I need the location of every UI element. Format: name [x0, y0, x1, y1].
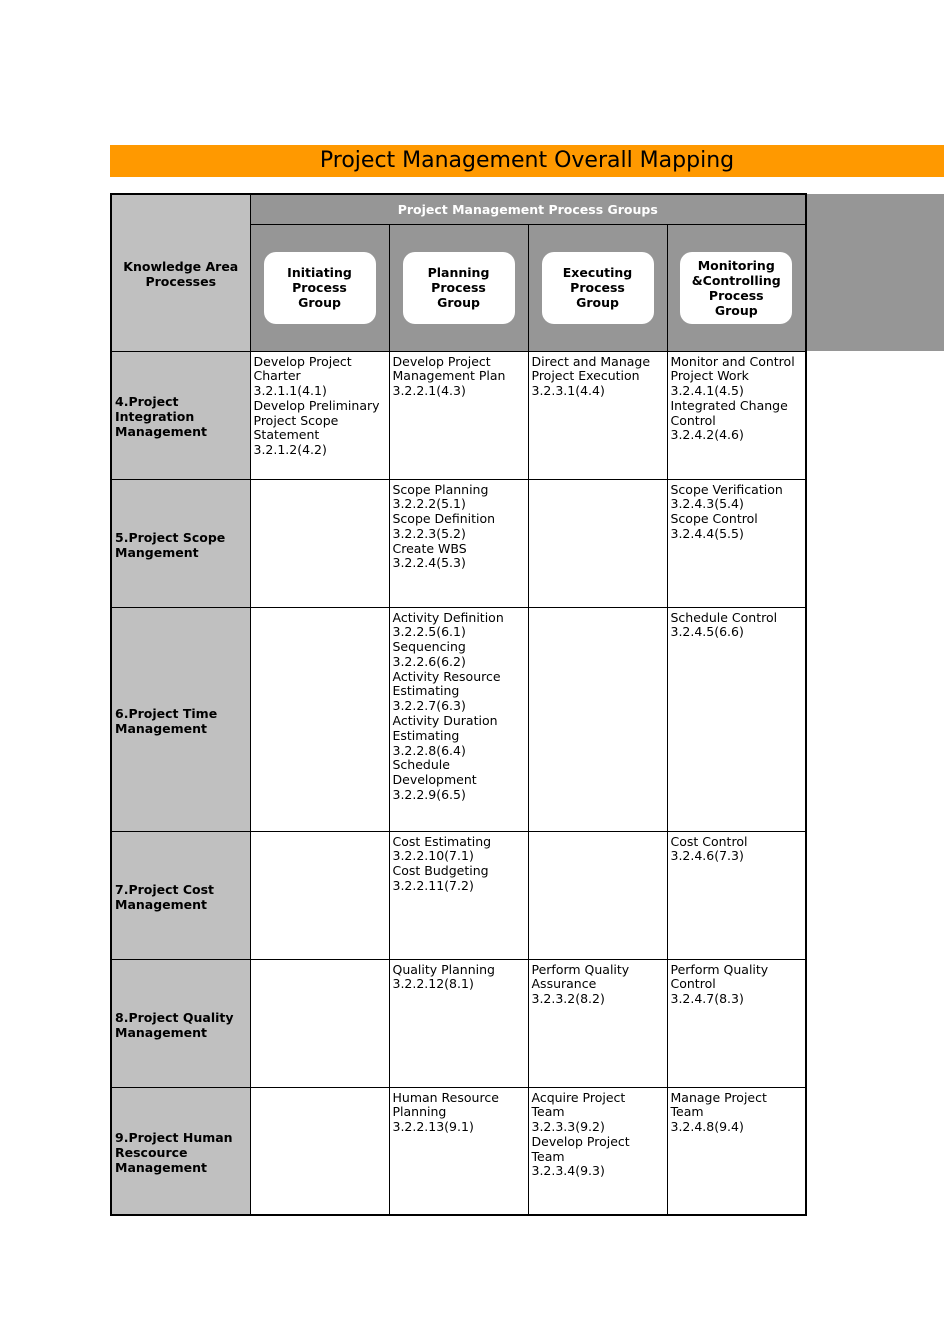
knowledge-area-label: 5.Project Scope Mangement: [111, 479, 250, 607]
process-line: Control: [670, 412, 716, 428]
process-group-cell-executing: [528, 224, 667, 351]
process-group-label: &Controlling: [691, 272, 781, 288]
process-line: Direct and Manage: [531, 353, 651, 369]
process-cell-initiating: [250, 479, 389, 607]
process-line: Charter: [253, 368, 301, 384]
process-line: Quality Planning: [392, 961, 495, 977]
process-line: 3.2.2.2(5.1): [392, 496, 466, 512]
process-line: 3.2.3.1(4.4): [531, 383, 605, 399]
process-line: Planning: [392, 1104, 447, 1120]
process-line: Monitor and Control: [670, 353, 795, 369]
process-group-label: Group: [576, 295, 619, 310]
process-line: Team: [531, 1148, 565, 1164]
process-line: Perform Quality: [531, 961, 630, 977]
process-line: 3.2.2.3(5.2): [392, 525, 466, 541]
process-cell-initiating: [250, 607, 389, 831]
knowledge-area-label: 6.Project Time Management: [111, 607, 250, 831]
process-cell-initiating: [250, 351, 389, 479]
process-line: Cost Budgeting: [392, 863, 489, 879]
table-row: [111, 959, 806, 1087]
process-line: Scope Control: [670, 511, 758, 527]
process-cell-executing: [528, 959, 667, 1087]
process-cell-executing: [528, 479, 667, 607]
process-group-cell-planning: [389, 224, 528, 351]
header-extension-band: [805, 194, 944, 351]
process-group-label: Planning: [427, 265, 490, 280]
process-line: 3.2.2.13(9.1): [392, 1119, 474, 1135]
process-group-label: Process: [570, 280, 625, 295]
process-group-initiating: [264, 252, 376, 324]
table-row: [111, 831, 806, 959]
process-group-cell-initiating: [250, 224, 389, 351]
process-cell-planning: [389, 831, 528, 959]
process-group-label: Executing: [562, 265, 633, 280]
process-cell-executing: [528, 831, 667, 959]
process-cell-initiating: [250, 831, 389, 959]
knowledge-area-label: 9.Project Human Rescource Management: [111, 1087, 250, 1215]
process-group-label: Process: [431, 280, 486, 295]
knowledge-area-header: Knowledge Area Processes: [111, 194, 250, 351]
process-line: 3.2.2.11(7.2): [392, 877, 474, 893]
process-line: 3.2.3.3(9.2): [531, 1119, 605, 1135]
process-line: Estimating: [392, 683, 460, 699]
process-cell-monitoring-controlling: [667, 959, 806, 1087]
process-line: Scope Verification: [670, 481, 783, 497]
process-line: Assurance: [531, 976, 597, 992]
process-line: 3.2.4.6(7.3): [670, 848, 744, 864]
process-group-cell-monitoring-controlling: [667, 224, 806, 351]
process-line: 3.2.2.7(6.3): [392, 698, 466, 714]
process-line: 3.2.2.10(7.1): [392, 848, 474, 864]
process-group-executing: [542, 252, 654, 324]
process-line: Human Resource: [392, 1089, 499, 1105]
mapping-table: [110, 193, 807, 1216]
process-line: Team: [531, 1104, 565, 1120]
process-line: 3.2.4.8(9.4): [670, 1119, 744, 1135]
process-line: Develop Project: [531, 1133, 630, 1149]
process-line: Develop Project: [392, 353, 491, 369]
process-cell-planning: [389, 959, 528, 1087]
process-line: Project Execution: [531, 368, 640, 384]
process-line: 3.2.4.2(4.6): [670, 427, 744, 443]
process-group-label: Initiating: [287, 265, 352, 280]
process-cell-monitoring-controlling: [667, 1087, 806, 1215]
process-line: 3.2.4.5(6.6): [670, 624, 744, 640]
table-row: [111, 607, 806, 831]
process-line: 3.2.3.2(8.2): [531, 991, 605, 1007]
process-line: Manage Project: [670, 1089, 767, 1105]
table-row: [111, 351, 806, 479]
process-line: Cost Estimating: [392, 833, 492, 849]
process-cell-planning: [389, 607, 528, 831]
process-line: 3.2.2.1(4.3): [392, 383, 466, 399]
process-cell-monitoring-controlling: [667, 607, 806, 831]
process-line: Development: [392, 772, 477, 788]
process-group-label: Process: [708, 287, 764, 303]
process-cell-executing: [528, 607, 667, 831]
process-groups-header: Project Management Process Groups: [250, 194, 806, 224]
process-line: Schedule: [392, 757, 450, 773]
process-line: 3.2.2.9(6.5): [392, 787, 466, 803]
process-line: Activity Duration: [392, 713, 498, 729]
process-line: Management Plan: [392, 368, 506, 384]
process-line: Scope Planning: [392, 481, 489, 497]
process-line: Activity Resource: [392, 668, 501, 684]
process-group-planning: [403, 252, 515, 324]
process-line: Develop Preliminary: [253, 397, 380, 413]
process-line: 3.2.1.2(4.2): [253, 442, 327, 458]
process-line: Perform Quality: [670, 961, 769, 977]
knowledge-area-label: 4.Project Integration Management: [111, 351, 250, 479]
process-line: 3.2.2.4(5.3): [392, 555, 466, 571]
process-line: 3.2.3.4(9.3): [531, 1163, 605, 1179]
process-cell-executing: [528, 351, 667, 479]
process-group-label: Monitoring: [697, 257, 775, 273]
process-cell-initiating: [250, 1087, 389, 1215]
process-line: 3.2.2.5(6.1): [392, 624, 466, 640]
process-cell-monitoring-controlling: [667, 351, 806, 479]
knowledge-area-label: 7.Project Cost Management: [111, 831, 250, 959]
process-line: Activity Definition: [392, 609, 504, 625]
page-title: Project Management Overall Mapping: [110, 145, 944, 177]
process-line: Integrated Change: [670, 397, 788, 413]
process-cell-planning: [389, 479, 528, 607]
process-line: 3.2.2.6(6.2): [392, 653, 466, 669]
process-line: Cost Control: [670, 833, 748, 849]
process-line: 3.2.4.7(8.3): [670, 991, 744, 1007]
process-line: Sequencing: [392, 639, 466, 655]
process-line: 3.2.4.1(4.5): [670, 383, 744, 399]
process-group-label: Group: [298, 295, 341, 310]
process-line: Estimating: [392, 727, 460, 743]
process-line: Team: [670, 1104, 704, 1120]
process-line: 3.2.2.8(6.4): [392, 742, 466, 758]
process-cell-planning: [389, 351, 528, 479]
process-cell-monitoring-controlling: [667, 831, 806, 959]
process-line: Project Work: [670, 368, 749, 384]
process-group-label: Process: [292, 280, 347, 295]
process-line: Create WBS: [392, 540, 467, 556]
process-line: Scope Definition: [392, 511, 496, 527]
process-cell-planning: [389, 1087, 528, 1215]
process-line: Acquire Project: [531, 1089, 626, 1105]
process-line: 3.2.1.1(4.1): [253, 383, 327, 399]
knowledge-area-label: 8.Project Quality Management: [111, 959, 250, 1087]
table-row: [111, 479, 806, 607]
table-row: [111, 1087, 806, 1215]
process-cell-monitoring-controlling: [667, 479, 806, 607]
process-cell-initiating: [250, 959, 389, 1087]
process-line: Control: [670, 976, 716, 992]
process-line: 3.2.4.3(5.4): [670, 496, 744, 512]
process-group-monitoring-controlling: [680, 252, 792, 324]
process-line: Statement: [253, 427, 320, 443]
process-cell-executing: [528, 1087, 667, 1215]
process-line: Develop Project: [253, 353, 352, 369]
process-line: Schedule Control: [670, 609, 778, 625]
process-line: Project Scope: [253, 412, 339, 428]
process-line: 3.2.4.4(5.5): [670, 525, 744, 541]
process-group-label: Group: [437, 295, 480, 310]
process-group-label: Group: [714, 302, 758, 318]
process-line: 3.2.2.12(8.1): [392, 976, 474, 992]
